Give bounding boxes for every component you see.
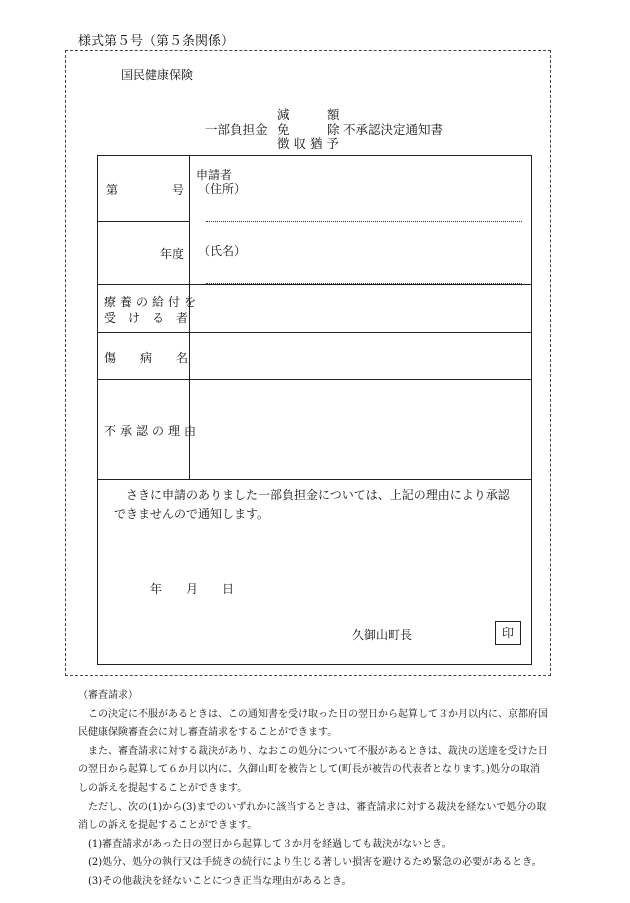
- appeal-paragraph: この決定に不服があるときは、この通知書を受け取った日の翌日から起算して３か月以内に、京都府国民健康保険審査会に対し審査請求をすることができます。: [78, 708, 548, 739]
- disease-name-field[interactable]: [190, 333, 530, 378]
- address-label: （住所）: [198, 182, 247, 196]
- name-field[interactable]: [206, 258, 522, 282]
- recipient-label-line1: 療養の給付を: [104, 295, 201, 309]
- notice-table: [97, 155, 532, 665]
- table-divider: [98, 479, 531, 480]
- appeal-notes: [78, 687, 548, 892]
- number-label-prefix: 第: [106, 183, 119, 197]
- appeal-heading: （審査請求）: [78, 690, 138, 701]
- notice-statement: さきに申請のありました一部負担金については、上記の理由により承認できませんので通知します。: [114, 488, 510, 521]
- appeal-paragraph: ただし、次の(1)から(3)までのいずれかに該当するときは、審査請求に対する裁決を経ないで処分の取消しの訴えを提起することができます。: [78, 801, 547, 832]
- address-underline: [206, 221, 522, 222]
- recipient-field[interactable]: [190, 285, 530, 331]
- rejection-reason-label: 不承認の理由: [104, 424, 201, 438]
- name-label: （氏名）: [198, 244, 247, 258]
- seal-box: 印: [495, 621, 521, 645]
- applicant-label: 申請者: [196, 168, 233, 182]
- name-underline: [206, 283, 522, 284]
- form-number: 様式第５号（第５条関係）: [78, 34, 235, 49]
- appeal-item: (1)審査請求があった日の翌日から起算して３か月を経過しても裁決がないとき。: [88, 838, 452, 850]
- table-divider: [98, 221, 189, 222]
- title-option-exemption: 免 除: [277, 122, 340, 137]
- issue-date: 年 月 日: [150, 582, 235, 596]
- number-label-suffix: 号: [172, 183, 185, 197]
- mayor-title: 久御山町長: [352, 628, 413, 642]
- title-option-reduction: 減 額: [277, 107, 340, 122]
- recipient-label-line2: 受 け る 者: [104, 311, 189, 325]
- appeal-item: (2)処分、処分の執行又は手続きの続行により生じる著しい損害を避けるため緊急の必要があるとき。: [88, 857, 542, 869]
- disease-name-label: 傷 病 名: [104, 351, 189, 365]
- title-prefix: 一部負担金: [205, 122, 268, 137]
- rejection-reason-field[interactable]: [190, 380, 530, 478]
- appeal-paragraph: また、審査請求に対する裁決があり、なおこの処分について不服があるときは、裁決の送達を受けた日の翌日から起算して６か月以内に、久御山町を被告として(町長が被告の代表者となります。)処分の取消しの訴えを提起することができます。: [78, 745, 548, 794]
- address-field[interactable]: [206, 196, 522, 220]
- fiscal-year-label: 年度: [160, 247, 185, 261]
- insurance-name: 国民健康保険: [121, 68, 194, 82]
- title-suffix: 不承認決定通知書: [343, 122, 444, 137]
- appeal-item: (3)その他裁決を経ないことにつき正当な理由があるとき。: [88, 875, 352, 887]
- title-option-deferral: 徴 収 猶 予: [277, 136, 339, 151]
